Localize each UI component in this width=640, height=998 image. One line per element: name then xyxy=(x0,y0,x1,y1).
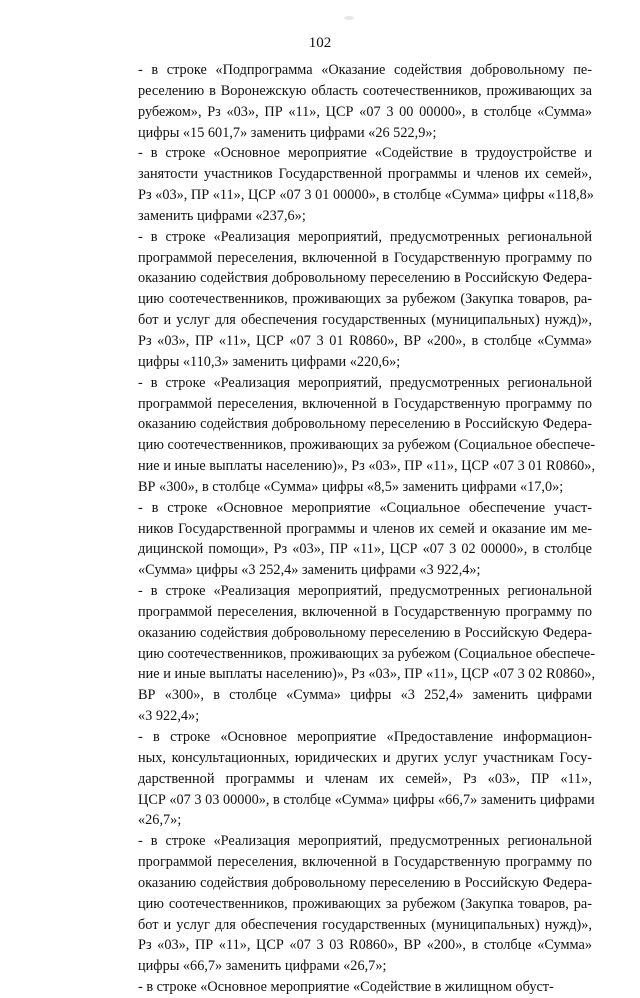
text-line: заменить цифрами «237,6»; xyxy=(138,207,306,224)
paragraph-5 xyxy=(106,498,592,581)
text-line: Рз «03», ПР «11», ЦСР «07 3 03 R0860», ВР «200», в столбце «Сумма» xyxy=(138,937,592,954)
text-line: занятости участников Государственной программы и членов их семей», xyxy=(138,166,592,183)
paragraph-6 xyxy=(106,581,596,727)
text-line: программой переселения, включенной в Государственную программу по xyxy=(138,249,592,266)
text-line: оказанию содействия добровольному переселению в Российскую Федера- xyxy=(138,270,592,287)
text-line: программой переселения, включенной в Государственную программу по xyxy=(138,395,592,412)
text-line: дарственной программы и членам их семей», Рз «03», ПР «11», xyxy=(138,770,592,787)
paragraph-4 xyxy=(106,373,596,498)
text-line: ных, консультационных, юридических и других услуг участникам Госу- xyxy=(138,749,592,766)
text-line: Рз «03», ПР «11», ЦСР «07 3 01 R0860», ВР «200», в столбце «Сумма» xyxy=(138,332,592,349)
text-line: реселению в Воронежскую область соотечественников, проживающих за xyxy=(138,82,592,99)
text-line: оказанию содействия добровольному переселению в Российскую Федера- xyxy=(138,624,592,641)
text-line: - в строке «Подпрограмма «Оказание содействия добровольному пе- xyxy=(138,62,592,78)
text-line: программой переселения, включенной в Государственную программу по xyxy=(138,854,592,871)
text-line: цию соотечественников, проживающих за рубежом (Закупка товаров, ра- xyxy=(138,895,592,912)
text-line: программой переселения, включенной в Государственную программу по xyxy=(138,603,592,620)
paragraph-2 xyxy=(106,143,592,226)
text-line: «3 922,4»; xyxy=(138,708,200,725)
text-line: дицинской помощи», Рз «03», ПР «11», ЦСР «07 3 02 00000», в столбце xyxy=(138,541,592,558)
text-line: ВР «300», в столбце «Сумма» цифры «3 252,4» заменить цифрами xyxy=(138,687,592,704)
text-line: - в строке «Реализация мероприятий, предусмотренных региональной xyxy=(138,833,592,850)
text-line: цию соотечественников, проживающих за рубежом (Закупка товаров, ра- xyxy=(138,291,592,308)
text-line: - в строке «Реализация мероприятий, предусмотренных региональной xyxy=(138,374,592,391)
text-line: ние и иные выплаты населению)», Рз «03», ПР «11», ЦСР «07 3 02 R0860», xyxy=(138,666,596,683)
page-number: 102 xyxy=(308,35,332,51)
text-line: - в строке «Реализация мероприятий, предусмотренных региональной xyxy=(138,583,592,600)
paragraph-7 xyxy=(106,727,595,831)
text-line: - в строке «Основное мероприятие «Социальное обеспечение участ- xyxy=(138,499,592,516)
text-line: цию соотечественников, проживающих за рубежом (Социальное обеспече- xyxy=(138,645,595,662)
paragraph-3 xyxy=(106,227,592,373)
text-line: цифры «66,7» заменить цифрами «26,7»; xyxy=(138,958,387,975)
text-line: «26,7»; xyxy=(138,812,182,829)
text-line: ЦСР «07 3 03 00000», в столбце «Сумма» цифры «66,7» заменить цифрами xyxy=(138,791,595,808)
text-line: ников Государственной программы и членов их семей и оказание им ме- xyxy=(138,520,592,537)
text-line: рубежом», Рз «03», ПР «11», ЦСР «07 3 00 00000», в столбце «Сумма» xyxy=(138,103,592,120)
paragraph-1 xyxy=(106,60,592,143)
paragraph-8 xyxy=(106,831,592,977)
text-line: ВР «300», в столбце «Сумма» цифры «8,5» заменить цифрами «17,0»; xyxy=(138,478,564,495)
text-line: оказанию содействия добровольному переселению в Российскую Федера- xyxy=(138,874,592,891)
text-line: цию соотечественников, проживающих за рубежом (Социальное обеспече- xyxy=(138,437,595,454)
scan-smudge xyxy=(344,16,354,20)
text-line: «Сумма» цифры «3 252,4» заменить цифрами «3 922,4»; xyxy=(138,562,481,579)
text-line: - в строке «Основное мероприятие «Содействие в жилищном обуст- xyxy=(138,979,554,996)
document-body xyxy=(106,60,596,998)
text-line: - в строке «Основное мероприятие «Содействие в трудоустройстве и xyxy=(138,145,592,162)
paragraph-9 xyxy=(106,977,592,998)
text-line: бот и услуг для обеспечения государственных (муниципальных) нужд)», xyxy=(138,916,592,933)
text-line: бот и услуг для обеспечения государственных (муниципальных) нужд)», xyxy=(138,312,592,329)
text-line: ние и иные выплаты населению)», Рз «03», ПР «11», ЦСР «07 3 01 R0860», xyxy=(138,458,596,475)
text-line: Рз «03», ПР «11», ЦСР «07 3 01 00000», в столбце «Сумма» цифры «118,8» xyxy=(138,187,594,204)
text-line: - в строке «Реализация мероприятий, предусмотренных региональной xyxy=(138,228,592,245)
text-line: - в строке «Основное мероприятие «Предоставление информацион- xyxy=(138,729,592,745)
text-line: оказанию содействия добровольному переселению в Российскую Федера- xyxy=(138,416,592,433)
text-line: цифры «110,3» заменить цифрами «220,6»; xyxy=(138,353,401,370)
text-line: цифры «15 601,7» заменить цифрами «26 522,9»; xyxy=(138,124,437,141)
